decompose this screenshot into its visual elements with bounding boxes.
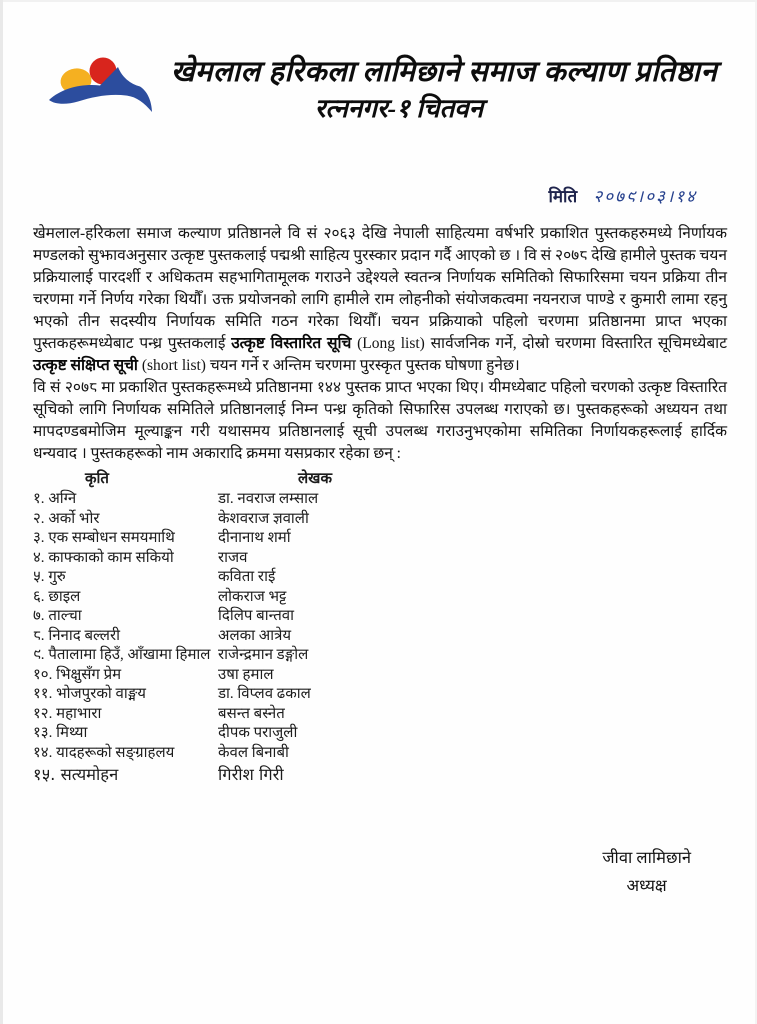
book-author: गिरीश गिरी xyxy=(218,765,284,784)
book-title: महाभारा xyxy=(56,705,102,722)
para1-seg3: (short list) चयन गर्ने र अन्तिम चरणमा पुरस्कृत पुस्तक घोषणा हुनेछ। xyxy=(137,357,520,374)
book-title: छाइल xyxy=(48,588,81,605)
foundation-logo-icon xyxy=(45,54,165,118)
book-title-cell xyxy=(33,763,218,786)
book-list-row xyxy=(33,607,727,627)
book-author: अलका आत्रेय xyxy=(218,627,292,644)
book-number: १०. xyxy=(33,666,53,683)
book-title-cell xyxy=(33,490,218,510)
book-title: काफ्काको काम सकियो xyxy=(48,549,174,566)
book-title: अर्को भोर xyxy=(48,510,100,527)
book-title-cell xyxy=(33,646,218,666)
book-list-row xyxy=(33,568,727,588)
letterhead xyxy=(33,54,727,150)
book-author: दिलिप बान्तवा xyxy=(218,608,295,624)
book-title-cell xyxy=(33,685,218,705)
book-number: ७. xyxy=(33,608,45,624)
book-number: १२. xyxy=(33,705,53,722)
book-number: ८. xyxy=(33,627,45,644)
book-title: अग्नि xyxy=(48,491,77,507)
org-address: रत्ननगर-१ चितवन xyxy=(314,94,484,123)
book-list-row xyxy=(33,549,727,569)
book-list-row xyxy=(33,490,727,510)
book-author: कविता राई xyxy=(218,569,276,585)
book-author: लोकराज भट्ट xyxy=(218,588,287,605)
book-title: भिक्षुसँग प्रेम xyxy=(56,666,122,683)
book-author: डा. विप्लव ढकाल xyxy=(218,686,311,702)
book-title: एक सम्बोधन समयमाथि xyxy=(48,530,175,546)
book-list-row xyxy=(33,685,727,705)
book-number: १५. xyxy=(33,765,56,784)
letter-body xyxy=(33,223,727,465)
book-number: ९. xyxy=(33,647,45,663)
book-list-row xyxy=(33,529,727,549)
book-list-row xyxy=(33,627,727,647)
book-list-row xyxy=(33,744,727,764)
book-title-cell xyxy=(33,666,218,686)
date-label: मिति xyxy=(548,187,578,206)
book-author: केवल बिनाबी xyxy=(218,744,289,761)
book-author: बसन्त बस्नेत xyxy=(218,705,285,722)
column-header-title: कृति xyxy=(85,471,109,487)
book-list-row xyxy=(33,705,727,725)
book-number: ४. xyxy=(33,549,45,566)
book-number: ६. xyxy=(33,588,45,605)
book-number: ३. xyxy=(33,530,45,546)
book-title: निनाद बल्लरी xyxy=(48,627,120,644)
paragraph-2: वि सं २०७८ मा प्रकाशित पुस्तकहरूमध्ये प्रतिष्ठानमा १४४ पुस्तक प्राप्त भएका थिए। यीमध्येबाट पहिलो चरणको उत्कृष्ट विस्तारित सूचिको लागि निर्णायक समितिले प्रतिष्ठानलाई निम्न पन्ध्र कृतिको सिफारिस उपलब्ध गराएको छ। पुस्तकहरूको अध्ययन तथा मापदण्डबमोजिम मूल्याङ्कन गरी यथासमय प्रतिष्ठानलाई सूची उपलब्ध गराउनुभएकोमा समितिका निर्णायकहरूलाई हार्दिक धन्यवाद । पुस्तकहरूको नाम अकारादि क्रममा यसप्रकार रहेका छन् : xyxy=(33,379,727,462)
book-number: ११. xyxy=(33,686,53,702)
book-list xyxy=(33,469,727,786)
book-title: भोजपुरको वाङ्मय xyxy=(56,686,146,702)
para1-seg1: खेमलाल-हरिकला समाज कल्याण प्रतिष्ठानले वि सं २०६३ देखि नेपाली साहित्यमा वर्षभरि प्रकाशित पुस्तकहरुमध्ये निर्णायक मण्डलको सुझावअनुसार उत्कृष्ट पुस्तकलाई पद्मश्री साहित्य पुरस्कार प्रदान गर्दै आएको छ । वि सं २०७८ देखि हामीले पुस्तक चयन प्रक्रियालाई पारदर्शी र अधिकतम सहभागितामूलक गराउने उद्देश्यले स्वतन्त्र निर्णायक समितिको सिफारिसमा चयन प्रक्रिया तीन चरणमा गर्ने निर्णय गरेका थियौँ। उक्त प्रयोजनको लागि हामीले राम लोहनीको संयोजकत्वमा नयनराज पाण्डे र कुमारी लामा रहनु भएको तीन सदस्यीय निर्णायक समिति गठन गरेका थियौँ। चयन प्रक्रियाको पहिलो चरणमा प्रतिष्ठानमा प्राप्त भएका पुस्तकहरूमध्येबाट पन्ध्र पुस्तकलाई xyxy=(33,225,727,352)
book-author: दीपक पराजुली xyxy=(218,725,298,741)
para1-bold-long-list: उत्कृष्ट विस्तारित सूचि xyxy=(231,335,352,352)
book-list-row xyxy=(33,510,727,530)
book-author: उषा हमाल xyxy=(218,666,274,683)
book-title-cell xyxy=(33,607,218,627)
org-name: खेमलाल हरिकला लामिछाने समाज कल्याण प्रतिष्ठान xyxy=(170,56,718,88)
book-title-cell xyxy=(33,529,218,549)
book-title-cell xyxy=(33,510,218,530)
org-block xyxy=(161,54,727,126)
paragraph-1 xyxy=(33,223,727,377)
book-number: १. xyxy=(33,491,45,507)
signature-block xyxy=(602,844,691,900)
column-header-author: लेखक xyxy=(298,471,332,487)
book-number: २. xyxy=(33,510,45,527)
book-list-row xyxy=(33,666,727,686)
book-author: केशवराज ज्ञवाली xyxy=(218,510,309,527)
book-author: राजव xyxy=(218,549,248,566)
book-title-cell xyxy=(33,744,218,764)
book-list-row xyxy=(33,724,727,744)
book-list-header xyxy=(33,469,727,490)
para1-bold-short-list: उत्कृष्ट संक्षिप्त सूची xyxy=(33,357,138,374)
book-title: गुरु xyxy=(48,569,66,585)
book-title-cell xyxy=(33,549,218,569)
book-number: १३. xyxy=(33,725,53,741)
book-title-cell xyxy=(33,705,218,725)
book-author: डा. नवराज लम्साल xyxy=(218,491,319,507)
date-value: २०७९।०३।१४ xyxy=(593,187,697,206)
book-author: राजेन्द्रमान डङ्गोल xyxy=(218,647,309,663)
book-title-cell xyxy=(33,724,218,744)
book-number: १४. xyxy=(33,744,53,761)
book-title: पैतालामा हिउँ, आँखामा हिमाल xyxy=(48,647,211,663)
book-title-cell xyxy=(33,568,218,588)
date-row xyxy=(33,184,697,207)
book-title: ताल्चा xyxy=(48,608,82,624)
book-title: मिथ्या xyxy=(56,725,88,741)
book-list-row xyxy=(33,763,727,786)
signatory-name: जीवा लामिछाने xyxy=(602,848,691,867)
para1-seg2: (Long list) सार्वजनिक गर्ने, दोस्रो चरणमा विस्तारित सूचिमध्येबाट xyxy=(351,335,728,352)
book-title: यादहरूको सङ्ग्राहलय xyxy=(56,744,175,761)
book-author: दीनानाथ शर्मा xyxy=(218,530,291,546)
book-title-cell xyxy=(33,627,218,647)
book-list-row xyxy=(33,588,727,608)
signatory-title: अध्यक्ष xyxy=(626,876,667,895)
book-list-row xyxy=(33,646,727,666)
book-title: सत्यमोहन xyxy=(60,765,119,784)
book-title-cell xyxy=(33,588,218,608)
book-number: ५. xyxy=(33,569,45,585)
